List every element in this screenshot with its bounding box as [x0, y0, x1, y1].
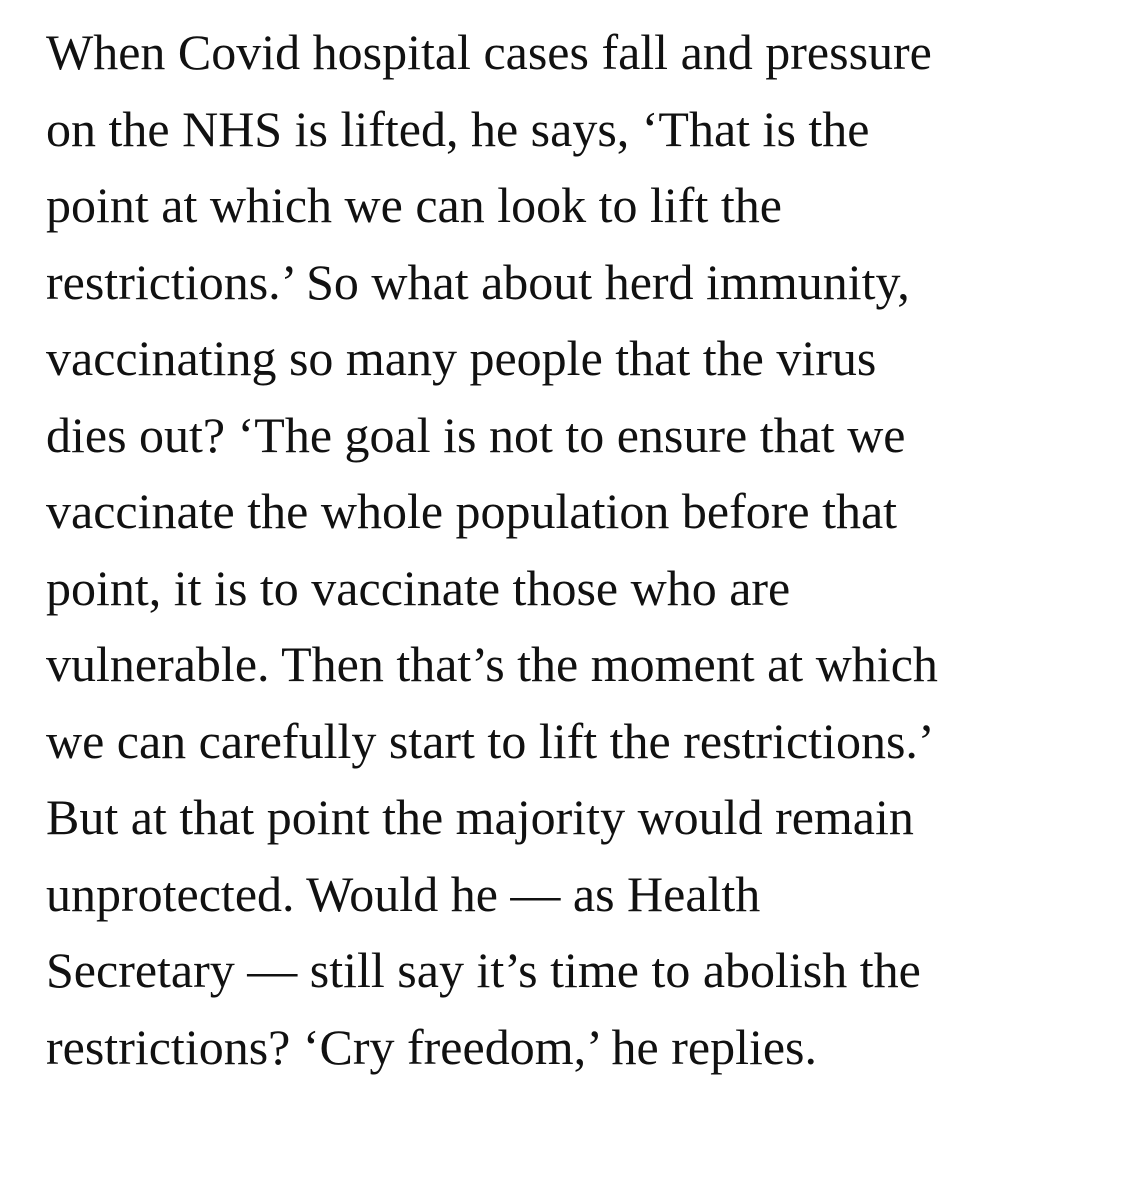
text-line: restrictions.’ So what about herd immunity,: [46, 253, 910, 310]
text-line: vaccinating so many people that the virus: [46, 330, 877, 386]
text-line: Secretary — still say it’s time to abolish the: [46, 942, 921, 998]
text-line: dies out? ‘The goal is not to ensure that we: [46, 406, 906, 463]
text-line: point, it is to vaccinate those who are: [46, 559, 791, 616]
article-paragraph: [46, 14, 1136, 1085]
text-line: When Covid hospital cases fall and pressure: [46, 24, 932, 80]
text-line: But at that point the majority would remain: [46, 789, 914, 845]
text-line: unprotected. Would he — as Health: [46, 865, 761, 922]
text-line: we can carefully start to lift the restrictions.’: [46, 712, 935, 769]
text-line: point at which we can look to lift the: [46, 177, 782, 233]
text-line: vulnerable. Then that’s the moment at which: [46, 636, 938, 692]
text-line: vaccinate the whole population before that: [46, 483, 898, 539]
text-line: on the NHS is lifted, he says, ‘That is the: [46, 100, 870, 157]
text-line: restrictions? ‘Cry freedom,’ he replies.: [46, 1018, 817, 1075]
